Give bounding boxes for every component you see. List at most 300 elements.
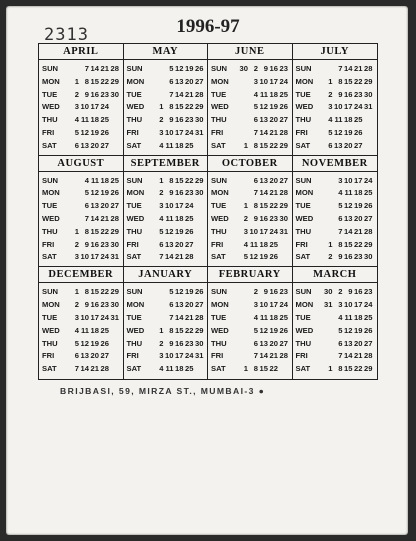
- date-cell: 24: [364, 175, 373, 185]
- date-cell: 18: [269, 89, 278, 99]
- weekday-label: WED: [295, 325, 314, 335]
- date-cell: 25: [354, 115, 363, 125]
- date-cell: 7: [84, 64, 89, 73]
- date-cell: 10: [80, 102, 89, 112]
- date-cell: 6: [159, 239, 164, 249]
- weekday-label: TUE: [42, 89, 58, 99]
- date-cell: 7: [253, 188, 258, 198]
- weekday-label: MON: [211, 188, 229, 198]
- date-cell: 7: [338, 351, 343, 361]
- weekday-row: [296, 251, 376, 264]
- date-cell: 24: [279, 300, 288, 310]
- date-cell: [194, 226, 204, 239]
- weekday-label: SUN: [211, 64, 228, 73]
- month-name: DECEMBER: [39, 267, 123, 283]
- date-cell: 6: [74, 351, 79, 361]
- date-cell: 25: [100, 115, 109, 125]
- date-cell: 9: [169, 188, 174, 198]
- weekday-row: [42, 101, 121, 114]
- date-cell: 27: [279, 338, 288, 348]
- date-cell: [238, 187, 248, 200]
- weekday-row: [42, 213, 121, 226]
- weekday-label: THU: [295, 115, 312, 125]
- date-cell: 20: [269, 175, 278, 185]
- date-cell: 17: [90, 102, 99, 112]
- month-days: [293, 60, 378, 155]
- weekday-row: [127, 200, 206, 213]
- date-cell: 6: [253, 175, 258, 185]
- date-cell: 12: [80, 338, 89, 348]
- date-cell: 17: [90, 312, 99, 322]
- date-cell: [323, 338, 333, 351]
- date-cell: 18: [269, 312, 278, 322]
- month-name: APRIL: [39, 44, 123, 60]
- date-cell: 24: [185, 201, 194, 211]
- date-cell: 12: [175, 287, 184, 297]
- date-cell: 11: [334, 115, 343, 125]
- date-cell: 23: [354, 89, 363, 99]
- date-cell: 14: [344, 351, 353, 361]
- date-cell: 17: [354, 175, 363, 185]
- date-cell: 17: [354, 300, 363, 310]
- date-cell: 14: [344, 226, 353, 236]
- weekday-label: WED: [42, 214, 60, 224]
- date-cell: 24: [100, 102, 109, 112]
- date-cell: 10: [259, 300, 268, 310]
- date-cell: [194, 251, 204, 264]
- date-cell: 20: [354, 338, 363, 348]
- date-cell: 17: [344, 102, 353, 112]
- date-cell: 29: [195, 325, 204, 335]
- weekday-row: [42, 299, 121, 312]
- date-cell: 22: [100, 287, 109, 297]
- date-cell: 9: [84, 89, 89, 99]
- date-cell: 26: [279, 325, 288, 335]
- date-cell: [69, 213, 79, 226]
- date-cell: 15: [90, 287, 99, 297]
- date-cell: 7: [253, 351, 258, 361]
- date-cell: 25: [279, 89, 288, 99]
- date-cell: 9: [263, 287, 268, 297]
- date-cell: [109, 350, 119, 363]
- weekday-row: [296, 114, 376, 127]
- date-cell: 22: [269, 140, 278, 150]
- date-cell: 6: [253, 115, 258, 125]
- date-cell: 28: [195, 89, 204, 99]
- date-cell: 11: [165, 214, 174, 224]
- weekday-label: FRI: [295, 127, 308, 137]
- date-cell: 13: [344, 338, 353, 348]
- weekday-row: [296, 76, 376, 89]
- weekday-label: THU: [211, 115, 227, 125]
- date-cell: 11: [259, 312, 268, 322]
- weekday-row: [296, 200, 376, 213]
- weekday-row: [296, 213, 376, 226]
- date-cell: 11: [80, 325, 89, 335]
- date-cell: 29: [110, 226, 119, 236]
- date-cell: 14: [165, 252, 174, 262]
- date-cell: 25: [185, 364, 194, 374]
- date-cell: 14: [259, 351, 268, 361]
- date-cell: 10: [80, 312, 89, 322]
- date-cell: [238, 127, 248, 140]
- date-cell: 14: [259, 127, 268, 137]
- date-cell: 12: [90, 188, 99, 198]
- date-cell: 27: [100, 351, 109, 361]
- date-cell: 26: [195, 64, 204, 73]
- date-cell: 17: [269, 76, 278, 86]
- date-cell: 26: [364, 325, 373, 335]
- date-cell: 29: [279, 201, 288, 211]
- weekday-row: [127, 114, 206, 127]
- date-cell: 2: [328, 252, 333, 262]
- date-cell: [238, 101, 248, 114]
- date-cell: [323, 200, 333, 213]
- date-cell: [238, 312, 248, 325]
- date-cell: 1: [159, 175, 164, 185]
- date-cell: 3: [74, 312, 79, 322]
- date-cell: 22: [269, 201, 278, 211]
- date-cell: 31: [324, 300, 333, 310]
- month-june: [208, 44, 293, 156]
- date-cell: 26: [100, 338, 109, 348]
- date-cell: [194, 213, 204, 226]
- date-cell: 17: [175, 201, 184, 211]
- weekday-row: [211, 226, 290, 239]
- date-cell: 8: [338, 364, 343, 374]
- date-cell: 16: [175, 338, 184, 348]
- date-cell: 26: [110, 188, 119, 198]
- weekday-row: [127, 140, 206, 153]
- weekday-row: [127, 325, 206, 338]
- date-cell: 15: [344, 239, 353, 249]
- date-cell: 18: [259, 239, 268, 249]
- date-cell: 29: [364, 76, 373, 86]
- weekday-label: MON: [126, 300, 145, 310]
- date-cell: [238, 325, 248, 338]
- date-cell: 10: [165, 351, 174, 361]
- date-cell: 6: [169, 300, 174, 310]
- date-cell: [363, 114, 373, 127]
- date-cell: 21: [90, 364, 99, 374]
- date-cell: 10: [344, 175, 353, 185]
- weekday-row: [42, 187, 121, 200]
- date-cell: 8: [169, 325, 174, 335]
- date-cell: 14: [344, 64, 353, 73]
- month-days: [39, 60, 123, 155]
- weekday-label: FRI: [126, 351, 139, 361]
- date-cell: 6: [169, 76, 174, 86]
- date-cell: 9: [338, 89, 343, 99]
- weekday-label: SUN: [211, 175, 228, 185]
- date-cell: 5: [84, 188, 89, 198]
- date-cell: 5: [253, 325, 258, 335]
- month-december: [39, 267, 124, 379]
- date-cell: 17: [175, 351, 184, 361]
- date-cell: 27: [354, 140, 363, 150]
- weekday-row: [296, 325, 376, 338]
- date-cell: 13: [259, 115, 268, 125]
- date-cell: 31: [195, 351, 204, 361]
- date-cell: 26: [269, 252, 278, 262]
- date-cell: 1: [328, 76, 333, 86]
- weekday-row: [211, 299, 290, 312]
- month-days: [208, 172, 292, 267]
- month-days: [124, 172, 208, 267]
- weekday-row: [296, 338, 376, 351]
- weekday-label: MON: [211, 76, 229, 86]
- date-cell: 20: [90, 351, 99, 361]
- date-cell: 18: [175, 140, 184, 150]
- weekday-label: THU: [126, 115, 143, 125]
- date-cell: 31: [110, 312, 119, 322]
- date-cell: 21: [185, 89, 194, 99]
- weekday-row: [211, 338, 290, 351]
- date-cell: 3: [338, 175, 343, 185]
- weekday-row: [211, 251, 290, 264]
- date-cell: 14: [259, 188, 268, 198]
- date-cell: 21: [354, 351, 363, 361]
- date-cell: 9: [338, 252, 343, 262]
- date-cell: 31: [279, 226, 288, 236]
- date-cell: 5: [243, 252, 248, 262]
- weekday-row: [42, 239, 121, 252]
- date-cell: 29: [195, 175, 204, 185]
- date-cell: 29: [195, 102, 204, 112]
- date-cell: [278, 363, 288, 376]
- date-cell: 2: [253, 287, 258, 297]
- weekday-label: TUE: [295, 89, 311, 99]
- date-cell: [323, 213, 333, 226]
- weekday-label: TUE: [126, 89, 142, 99]
- date-cell: 27: [279, 115, 288, 125]
- date-cell: 8: [84, 226, 89, 236]
- date-cell: 16: [175, 115, 184, 125]
- weekday-label: TUE: [42, 201, 58, 211]
- date-cell: 12: [344, 325, 353, 335]
- date-cell: 20: [354, 214, 363, 224]
- date-cell: [109, 363, 119, 376]
- month-april: [39, 44, 124, 156]
- date-cell: 30: [110, 300, 119, 310]
- date-cell: 27: [195, 300, 204, 310]
- weekday-label: SAT: [126, 140, 142, 150]
- date-cell: 11: [344, 188, 353, 198]
- month-may: [124, 44, 209, 156]
- weekday-row: [127, 127, 206, 140]
- date-cell: 21: [175, 252, 184, 262]
- date-cell: [238, 338, 248, 351]
- date-cell: 5: [169, 287, 174, 297]
- publisher-footer: BRIJBASI, 59, MIRZA ST., MUMBAI-3 ●: [60, 386, 266, 396]
- weekday-label: SAT: [42, 140, 57, 150]
- date-cell: 3: [159, 201, 164, 211]
- month-days: [39, 172, 123, 267]
- date-cell: 30: [195, 338, 204, 348]
- date-cell: 25: [100, 325, 109, 335]
- date-cell: 23: [364, 287, 373, 297]
- weekday-row: [42, 76, 121, 89]
- date-cell: 30: [195, 115, 204, 125]
- date-cell: 21: [354, 64, 363, 73]
- date-cell: 5: [169, 64, 174, 73]
- weekday-row: [127, 175, 206, 188]
- date-cell: 21: [269, 188, 278, 198]
- date-cell: 18: [354, 188, 363, 198]
- weekday-row: [296, 363, 376, 376]
- date-cell: 20: [100, 201, 109, 211]
- weekday-row: [296, 226, 376, 239]
- date-cell: 4: [253, 89, 258, 99]
- date-cell: 19: [259, 252, 268, 262]
- date-cell: 24: [354, 102, 363, 112]
- month-days: [293, 283, 378, 379]
- weekday-label: MON: [295, 188, 314, 198]
- month-days: [208, 60, 292, 155]
- month-january: [124, 267, 209, 379]
- date-cell: 4: [253, 312, 258, 322]
- weekday-label: TUE: [126, 312, 142, 322]
- date-cell: 23: [279, 64, 288, 73]
- weekday-label: SUN: [42, 287, 59, 297]
- weekday-label: THU: [211, 338, 227, 348]
- weekday-label: SUN: [42, 64, 59, 73]
- date-cell: 21: [185, 312, 194, 322]
- date-cell: [69, 175, 79, 188]
- weekday-row: [211, 114, 290, 127]
- date-cell: 13: [80, 140, 89, 150]
- weekday-row: [127, 239, 206, 252]
- date-cell: 4: [159, 364, 164, 374]
- date-cell: 5: [328, 127, 333, 137]
- date-cell: 29: [110, 76, 119, 86]
- date-cell: 27: [364, 338, 373, 348]
- date-cell: 8: [338, 76, 343, 86]
- date-cell: 15: [175, 325, 184, 335]
- date-cell: 7: [159, 252, 164, 262]
- weekday-row: [296, 140, 376, 153]
- date-cell: 28: [195, 312, 204, 322]
- date-cell: 13: [259, 338, 268, 348]
- date-cell: [109, 114, 119, 127]
- date-cell: 20: [269, 338, 278, 348]
- date-cell: [323, 325, 333, 338]
- weekday-row: [211, 200, 290, 213]
- weekday-row: [127, 299, 206, 312]
- date-cell: 11: [344, 312, 353, 322]
- date-cell: [323, 175, 333, 188]
- date-cell: 13: [259, 175, 268, 185]
- date-cell: 2: [338, 287, 343, 297]
- weekday-label: SUN: [126, 287, 143, 297]
- date-cell: 16: [175, 188, 184, 198]
- weekday-row: [296, 312, 376, 325]
- weekday-label: THU: [42, 115, 58, 125]
- date-cell: 20: [185, 300, 194, 310]
- weekday-row: [42, 226, 121, 239]
- month-name: MARCH: [293, 267, 378, 283]
- date-cell: 17: [175, 127, 184, 137]
- weekday-label: FRI: [126, 239, 139, 249]
- weekday-label: FRI: [126, 127, 139, 137]
- date-cell: [69, 200, 79, 213]
- weekday-label: SAT: [295, 252, 311, 262]
- date-cell: 13: [344, 214, 353, 224]
- date-cell: 22: [185, 102, 194, 112]
- weekday-row: [42, 338, 121, 351]
- date-cell: 17: [90, 252, 99, 262]
- date-cell: 3: [253, 76, 258, 86]
- weekday-row: [127, 226, 206, 239]
- date-cell: 4: [159, 214, 164, 224]
- month-november: [293, 156, 378, 268]
- date-cell: 27: [364, 214, 373, 224]
- weekday-row: [127, 213, 206, 226]
- date-cell: 13: [175, 300, 184, 310]
- weekday-row: [296, 63, 376, 76]
- weekday-row: [127, 76, 206, 89]
- date-cell: 19: [100, 188, 109, 198]
- weekday-label: SUN: [42, 175, 59, 185]
- date-cell: 20: [175, 239, 184, 249]
- weekday-label: SUN: [295, 175, 312, 185]
- weekday-label: FRI: [295, 351, 308, 361]
- date-cell: [238, 286, 248, 299]
- date-cell: 18: [90, 325, 99, 335]
- date-cell: 30: [279, 214, 288, 224]
- date-cell: 9: [169, 115, 174, 125]
- date-cell: 3: [74, 102, 79, 112]
- date-cell: 1: [328, 239, 333, 249]
- date-cell: 5: [159, 226, 164, 236]
- date-cell: 19: [269, 102, 278, 112]
- weekday-row: [211, 76, 290, 89]
- date-cell: 18: [354, 312, 363, 322]
- date-cell: 6: [74, 140, 79, 150]
- date-cell: 12: [165, 226, 174, 236]
- date-cell: [109, 325, 119, 338]
- weekday-row: [211, 312, 290, 325]
- date-cell: 24: [279, 76, 288, 86]
- weekday-label: WED: [126, 102, 145, 112]
- date-cell: [238, 175, 248, 188]
- date-cell: 18: [90, 115, 99, 125]
- weekday-label: FRI: [211, 351, 224, 361]
- date-cell: 20: [185, 76, 194, 86]
- date-cell: 10: [259, 76, 268, 86]
- weekday-label: SAT: [126, 364, 142, 374]
- date-cell: 28: [110, 214, 119, 224]
- date-cell: 28: [364, 64, 373, 73]
- weekday-label: TUE: [211, 201, 227, 211]
- date-cell: 9: [84, 239, 89, 249]
- weekday-label: SUN: [126, 64, 143, 73]
- weekday-label: SUN: [211, 287, 228, 297]
- weekday-row: [42, 63, 121, 76]
- date-cell: 5: [338, 325, 343, 335]
- month-name: JULY: [293, 44, 378, 60]
- date-cell: 15: [90, 226, 99, 236]
- weekday-label: TUE: [126, 201, 142, 211]
- weekday-label: TUE: [211, 89, 227, 99]
- date-cell: 29: [279, 140, 288, 150]
- date-cell: 15: [259, 140, 268, 150]
- weekday-row: [211, 63, 290, 76]
- date-cell: 5: [74, 338, 79, 348]
- date-cell: 21: [269, 351, 278, 361]
- date-cell: 12: [175, 64, 184, 73]
- date-cell: [69, 63, 79, 76]
